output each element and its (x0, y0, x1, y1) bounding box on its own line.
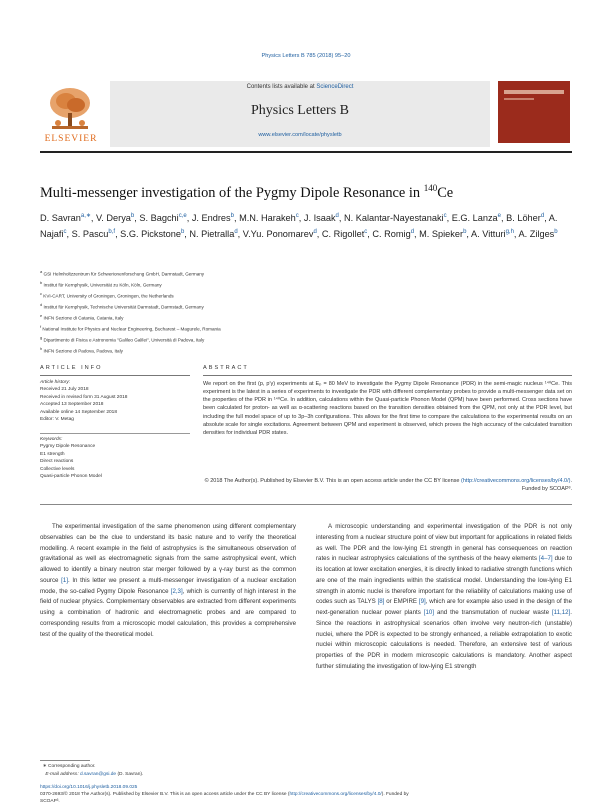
affiliation (40, 323, 572, 334)
body-text: or EMPIRE (384, 598, 419, 606)
author-affiliation-marker[interactable]: d (234, 228, 238, 235)
affiliation-text: Dipartimento di Fisica e Astronomia "Galileo Galilei", Università di Padova, Italy (43, 337, 205, 343)
author-list: D. Savran$^{a,∗}$, V. Derya$^b$, S. Bagchi$^{c,e}$, J. Endres$^b$, M.N. Harakeh$^c$, J. Isaak$^d$, N. Kalantar-Nayestanaki$^c$, E.G. Lanza$^e$, B. Löher$^d$, A. Najafi$^c$, S. Pascu$^{b,f}$, S.G. Pickstone$^b$, N. Pietralla$^d$, V.Yu. Ponomarev$^d$, C. Rigollet$^c$, C. Romig$^d$, M. Spieker$^b$, A. Vitturi$^{g,h}$, A. Zilges$^b$ (40, 213, 558, 239)
title-text: Multi-messenger investigation of the Pygmy Dipole Resonance in (40, 184, 424, 201)
issn-text: 0370-2693/© 2018 The Author(s). Published by Elsevier B.V. This is an open access article under the CC BY license ( (40, 792, 290, 798)
copyright-text: © 2018 The Author(s). Published by Elsevier B.V. This is an open access article under the CC BY license (204, 478, 460, 484)
body-paragraph (316, 522, 572, 673)
journal-name: Physics Letters B (251, 103, 349, 118)
affiliation (40, 334, 572, 345)
affiliation-text: INFN Sezione di Padova, Padova, Italy (43, 348, 123, 354)
body-text: . Since the reactions in astrophysical scenarios often involve very neutron-rich (unstable) nuclei, where the PDR is expected to be strongly enhanced, a reliable extrapolation to exotic nuclei within microscopic calculations is needed. Therefore, an extensive test of various properties of the PDR in modern microscopic calculations is mandatory. Another aspect further stimulating the investigation of low-lying E1 strength (316, 609, 573, 670)
license-link[interactable]: (http://creativecommons.org/licenses/by/4.0/) (461, 478, 571, 484)
journal-banner (110, 81, 490, 147)
email-note (40, 771, 296, 779)
body-text: , which is currently of high interest in the field of nuclear physics. Complementary observables are extracted from different experiments using a combination of hadronic and electromagnetic probes and are compared to corresponding results from a microscopic model calculation, this provides a comprehensive test of the quality of the theoretical model. (40, 587, 297, 638)
history-item: Available online 14 September 2018 (40, 409, 117, 415)
keywords-rule (40, 433, 190, 434)
affiliation (40, 312, 572, 323)
author-affiliation-marker[interactable]: b (230, 213, 234, 219)
author-name[interactable]: S. Bagchi (139, 213, 179, 224)
affiliation-text: INFN Sezione di Catania, Catania, Italy (43, 315, 124, 321)
body-text: . In this letter we present a multi-messenger investigation of a nuclear excitation mode, the so-called Pygmy Dipole Resonance (40, 576, 296, 595)
author-affiliation-marker[interactable]: d (410, 228, 415, 235)
author-affiliation-marker[interactable]: c (295, 213, 299, 219)
affiliation-list (40, 268, 572, 356)
journal-cover-image[interactable] (498, 81, 570, 143)
body-text: , which are for example also used in the design of the next-generation nuclear power plants (316, 598, 573, 616)
affiliation-text: KVI-CART, University of Groningen, Groningen, the Netherlands (43, 293, 174, 299)
affiliation-text: GSI Helmholtzzentrum für Schwerionenforschung GmbH, Darmstadt, Germany (43, 271, 205, 277)
affiliation-marker: b (40, 279, 43, 285)
keywords (40, 436, 190, 480)
footnote-marker: ∗ (42, 764, 47, 769)
elsevier-wordmark: ELSEVIER (44, 134, 98, 144)
sciencedirect-link[interactable]: ScienceDirect (316, 84, 354, 90)
article-history (40, 379, 190, 423)
author-name[interactable]: C. Rigollet (321, 228, 365, 239)
author-name[interactable]: A. Vitturi (471, 228, 506, 239)
journal-reference[interactable]: Physics Letters B 785 (2018) 95–20 (261, 53, 351, 59)
body-text: The experimental investigation of the same phenomenon using different complementary observables can be the clue to understand its basic nature and to verify the theoretical modelling. A recent example in the field of astrophysics is the simultaneous observation of gravitational as well as electromagnetic signals from the same astrophysical event, which allowed to identify a binary neutron star merger followed by a γ-ray burst as the common source (40, 523, 296, 584)
affiliation-marker: d (40, 301, 43, 307)
affiliation-text: Institut für Kernphysik, Technische Universität Darmstadt, Darmstadt, Germany (43, 304, 204, 310)
body-text: A microscopic understanding and experimental investigation of the PDR is not only interesting from a nuclear structure point of view but important for applications in related fields as well. The PDR and the low-lying E1 strength in general has consequences on reaction rates in nuclear astrophysics calculations of the synthesis of the heavy elements (316, 523, 572, 563)
body-text: due to its location at lower excitation energies, it is directly linked to radiative strength functions which are one of the main ingredients within the statistical model. Understanding the low-lying E1 strength in atomic nuclei is therefore important for the reliability of calculations making use of codes such as TALYS (316, 555, 572, 606)
history-item: Received 21 July 2018 (40, 387, 89, 393)
author-affiliation-marker[interactable]: c (63, 228, 67, 235)
history-item: Editor: V. Metag (40, 417, 74, 423)
author-affiliation-marker[interactable]: b,f (108, 228, 116, 235)
footnotes (40, 763, 296, 778)
keyword: E1 strength (40, 451, 65, 457)
doi-link[interactable]: https://doi.org/10.1016/j.physletb.2018.09.025 (40, 785, 138, 790)
journal-url-link[interactable]: www.elsevier.com/locate/physletb (258, 132, 342, 138)
body-column-right (316, 522, 572, 673)
affiliation-marker: h (40, 345, 43, 351)
author-name[interactable]: M.N. Harakeh (239, 213, 296, 224)
history-item: Accepted 13 September 2018 (40, 402, 104, 408)
author-name[interactable]: C. Romig (372, 228, 411, 239)
abstract-heading: ABSTRACT (203, 365, 249, 371)
keyword: Direct reactions (40, 459, 74, 465)
author-name[interactable]: J. Endres (191, 213, 231, 224)
affiliation-marker: e (40, 312, 43, 318)
article-info-heading: ARTICLE INFO (40, 365, 103, 371)
affiliation-text: Institut für Kernphysik, Universität zu Köln, Köln, Germany (43, 282, 162, 288)
abstract-rule (203, 375, 572, 376)
affiliation (40, 279, 572, 290)
affiliation-marker: g (40, 334, 43, 340)
body-paragraph (40, 522, 296, 640)
article-info-rule (40, 375, 190, 376)
body-column-left (40, 522, 296, 640)
tree-icon (46, 85, 94, 131)
author-name[interactable]: M. Spieker (419, 228, 464, 239)
author-affiliation-marker[interactable]: a,∗ (80, 213, 91, 219)
affiliation-marker: f (40, 323, 42, 329)
cover-title-bar (504, 90, 564, 94)
bottom-license-link[interactable]: http://creativecommons.org/licenses/by/4.0/ (289, 792, 382, 798)
email-label: E-mail address: (45, 771, 79, 777)
author-affiliation-marker[interactable]: g,h (505, 228, 514, 235)
body-text: and the transmutation of nuclear waste (434, 609, 552, 616)
affiliation (40, 301, 572, 312)
footnote-rule (40, 760, 90, 761)
title-isotope-mass: 140 (423, 183, 438, 193)
author-name[interactable]: S. Pascu (71, 228, 109, 239)
contents-line (110, 84, 490, 90)
title-isotope-symbol: Ce (437, 184, 454, 201)
affiliation-text: National Institute for Physics and Nuclear Engineering, Bucharest – Magurele, Romania (42, 326, 221, 332)
header-rule (40, 151, 572, 153)
author-name[interactable]: B. Löher (506, 213, 541, 224)
article-title (40, 183, 580, 202)
cover-subtitle-bar (504, 98, 534, 100)
keyword: Pygmy Dipole Resonance (40, 444, 96, 450)
author-name[interactable]: D. Savran (40, 213, 81, 224)
affiliation (40, 268, 572, 279)
citation-link[interactable]: [2,3] (170, 587, 183, 595)
author-affiliation-marker[interactable]: e (497, 213, 501, 219)
author-affiliation-marker[interactable]: c,e (178, 213, 187, 219)
issn-end: ). Funded by (381, 792, 409, 798)
issn-line (40, 791, 572, 798)
author-name[interactable]: V.Yu. Ponomarev (242, 228, 314, 239)
funded-text: . Funded by SCOAP³. (521, 478, 572, 493)
author-affiliation-marker[interactable]: b (463, 228, 467, 235)
keyword: Quasi-particle Phonon Model (40, 474, 102, 480)
author-affiliation-marker[interactable]: b (130, 213, 135, 219)
keywords-label: Keywords: (40, 437, 63, 442)
history-label: Article history: (40, 380, 71, 385)
affiliation (40, 345, 572, 356)
abstract-bottom-rule (40, 504, 572, 505)
keyword-list (40, 443, 190, 480)
author-name[interactable]: V. Derya (96, 213, 131, 224)
affiliation-marker: a (40, 269, 43, 274)
citation-link[interactable]: [9] (418, 598, 426, 606)
author-affiliation-marker[interactable]: b (180, 228, 185, 235)
affiliation (40, 290, 572, 301)
author-name[interactable]: A. Najafi (40, 213, 558, 239)
citation-link[interactable]: [8] (377, 598, 385, 606)
author-affiliation-marker[interactable]: d (335, 213, 339, 219)
history-list (40, 386, 190, 423)
author-affiliation-marker[interactable]: d (313, 228, 317, 235)
scoap-text: SCOAP³. (40, 799, 60, 805)
author-affiliation-marker[interactable]: c (443, 213, 447, 219)
citation-link[interactable]: [4–7] (538, 555, 553, 563)
citation-link[interactable]: [11,12] (551, 609, 571, 616)
author-affiliation-marker[interactable]: d (540, 213, 545, 219)
abstract-text: We report on the first (p, p′γ) experiments at Eₚ = 80 MeV to investigate the Pygmy Dipole Resonance (PDR) in the semi-magic nucleus ¹⁴⁰Ce. This experiment is the latest in a series of experiments to investigate the PDR with different complementary probes to provide a multi-messenger data set on the properties of the PDR in ¹⁴⁰Ce. In addition, calculations within the Quasi-particle Phonon Model (QPM) have been performed. Cross sections have been calculated for proton- as well as α-scattering reactions based on the transition densities obtained from the QPM, not only at the PDR level, but including the full model space of up to 3p–3h configurations. This allows for the first time to compare the calculations to the experimental results on an absolute scale for single excitations. Agreement between QPM and experiment is observed, which proves the high accuracy of the calculated transition densities for individual PDR states. (203, 381, 572, 436)
citation-link[interactable]: [1] (61, 576, 68, 584)
abstract-copyright (203, 477, 572, 493)
elsevier-logo (40, 81, 102, 147)
history-item: Received in revised form 31 August 2018 (40, 394, 128, 400)
author-name[interactable]: J. Isaak (303, 213, 336, 224)
corresponding-text: Corresponding author. (48, 764, 96, 769)
corresponding-author-note (40, 763, 296, 771)
author-name[interactable]: A. Zilges (518, 228, 555, 239)
author-name[interactable]: S.G. Pickstone (120, 228, 181, 239)
contents-prefix: Contents lists available at (246, 84, 315, 90)
keyword: Collective levels (40, 466, 75, 472)
email-link[interactable]: d.savran@gsi.de (80, 771, 117, 777)
author-affiliation-marker[interactable]: c (364, 228, 368, 235)
author-affiliation-marker[interactable]: b (554, 228, 558, 235)
author-name[interactable]: N. Pietralla (189, 228, 235, 239)
author-name[interactable]: N. Kalantar-Nayestanaki (344, 213, 444, 224)
affiliation-marker: c (40, 290, 42, 296)
citation-link[interactable]: [10] (423, 609, 434, 616)
email-suffix: (D. Savran). (117, 771, 144, 777)
bottom-info (40, 784, 572, 806)
journal-header (40, 81, 570, 149)
author-name[interactable]: E.G. Lanza (451, 213, 498, 224)
